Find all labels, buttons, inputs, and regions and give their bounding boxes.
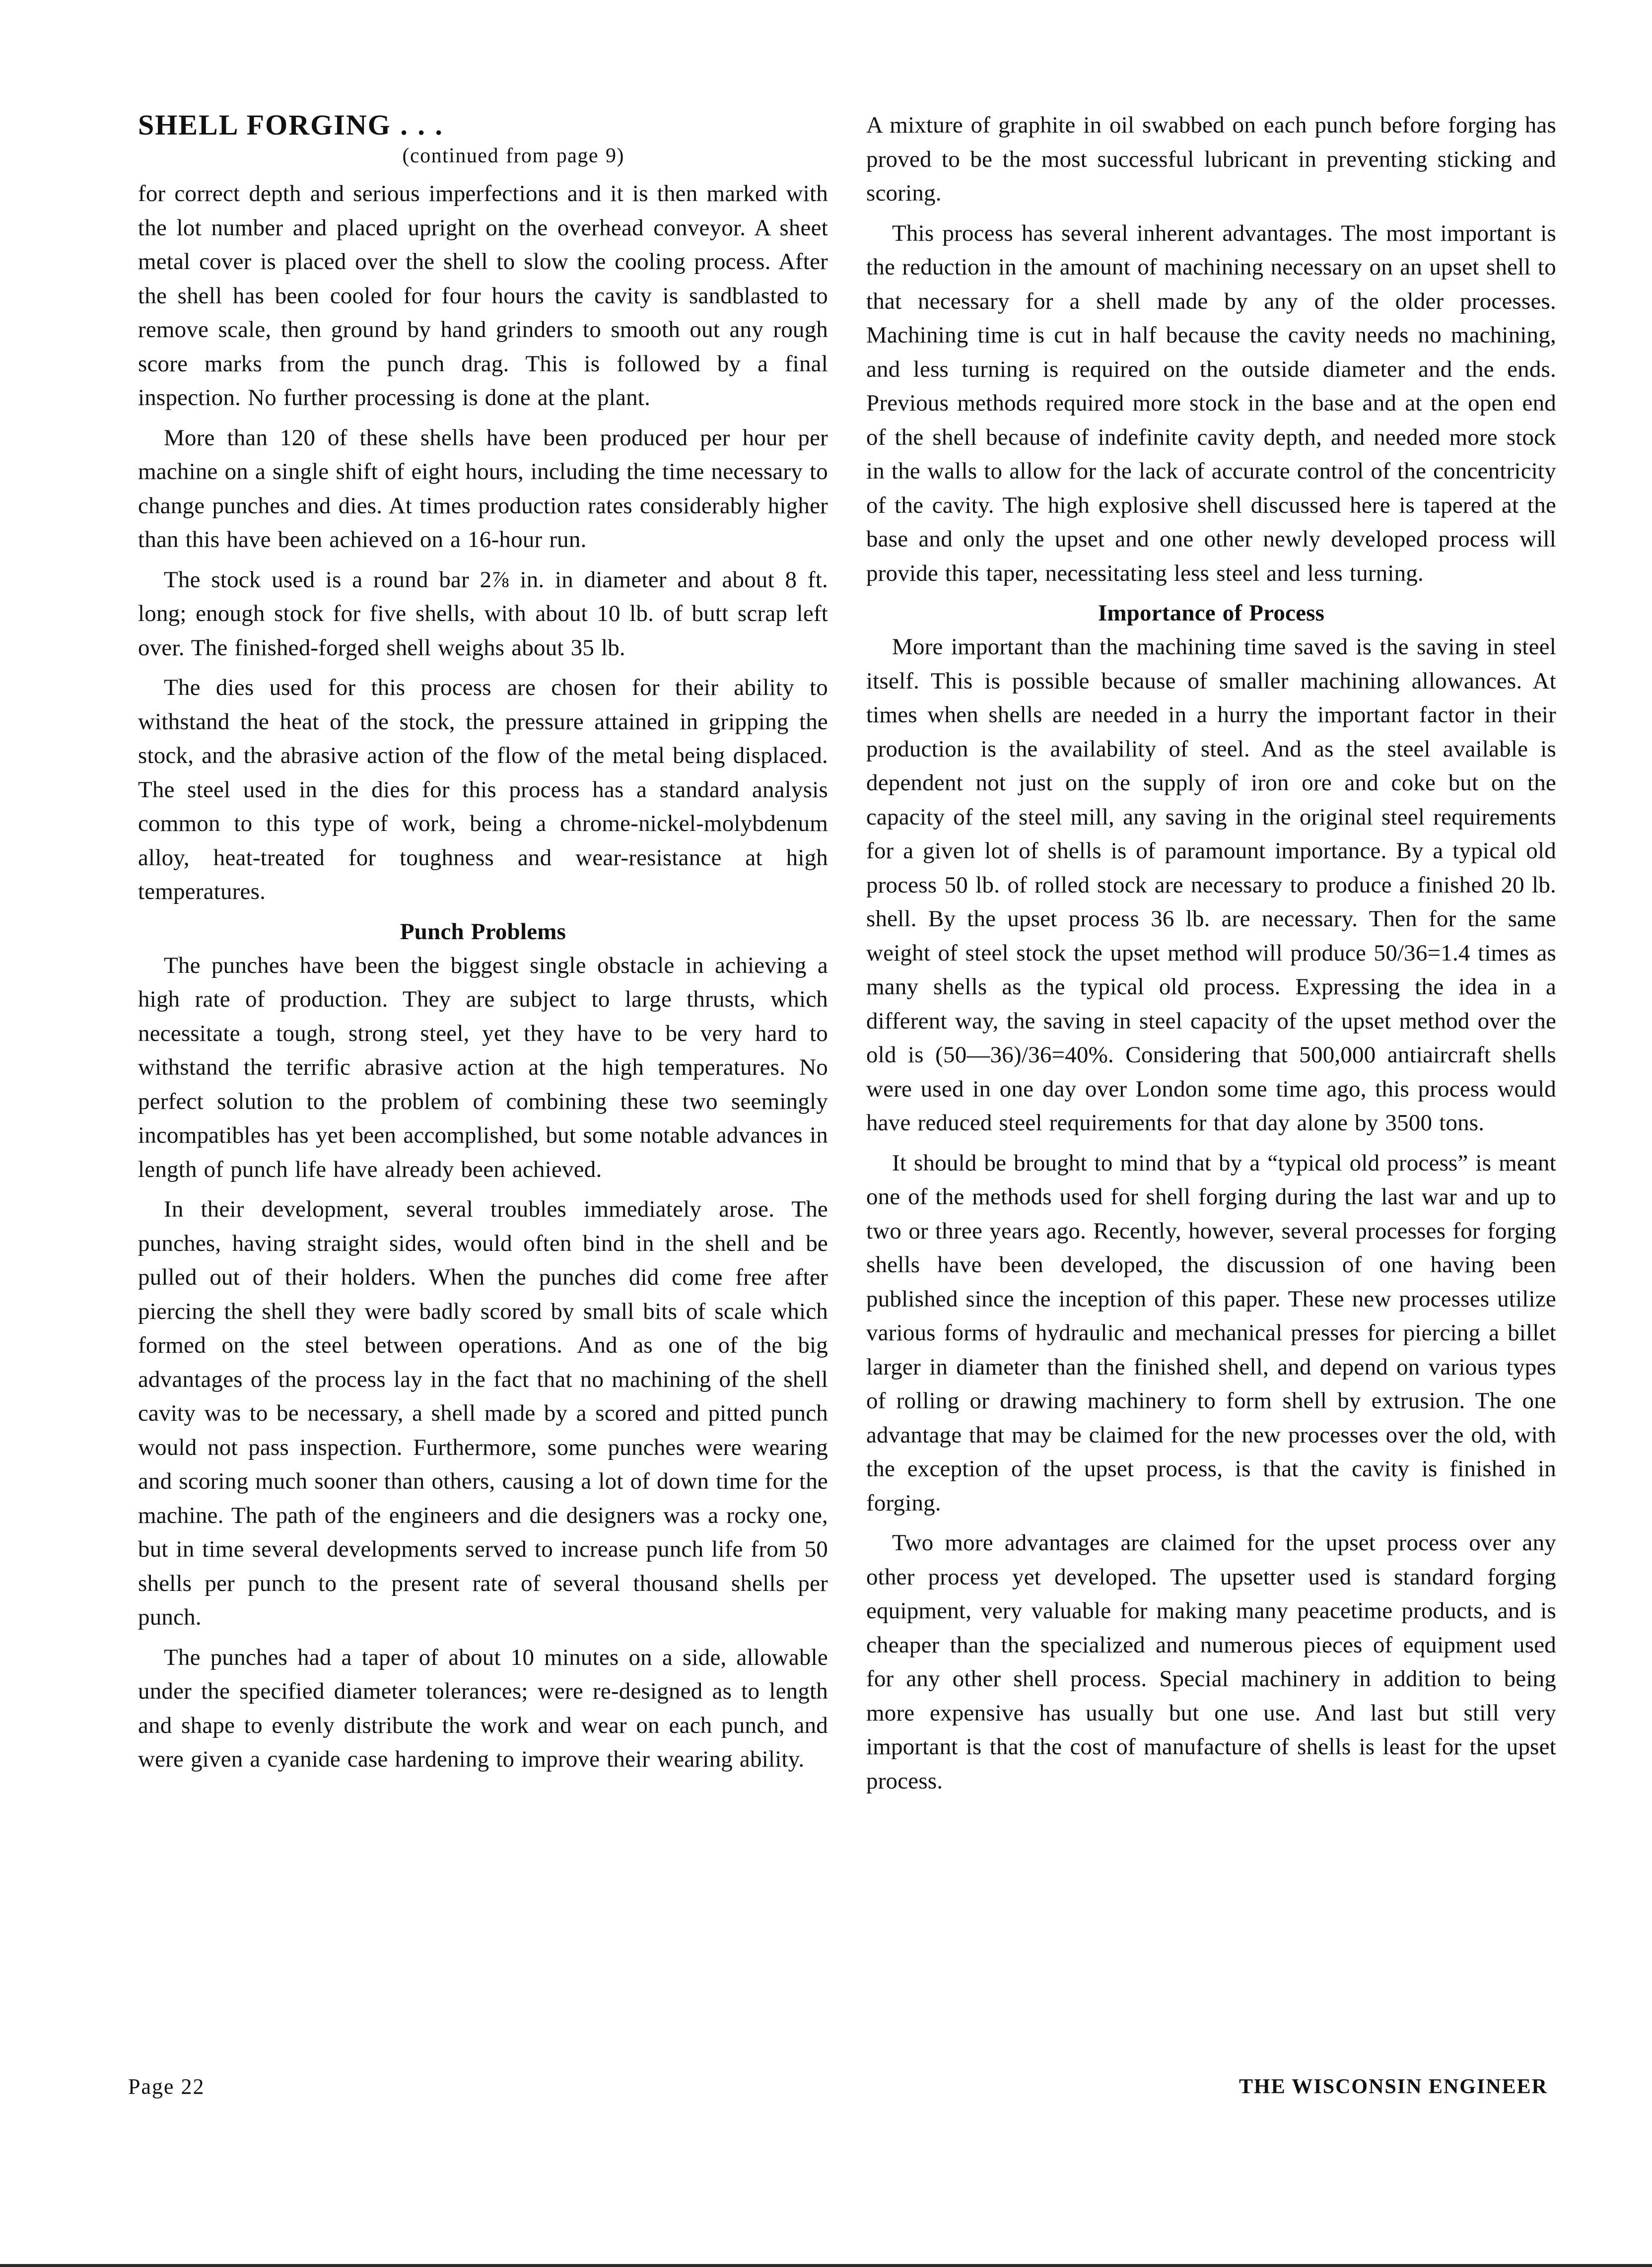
paragraph: More important than the machining time saved is the saving in steel itself. This is possible because of smaller machining allowances. At times when shells are needed in a hurry the important factor in their production is the availability of steel. And as the steel available is dependent not just on the supply of iron ore and coke but on the capacity of the steel mill, any saving in the original steel requirements for a given lot of shells is of paramount importance. By a typical old process 50 lb. of rolled stock are necessary to produce a finished 20 lb. shell. By the upset process 36 lb. are necessary. Then for the same weight of steel stock the upset method will produce 50/36=1.4 times as many shells as the typical old process. Expressing the idea in a different way, the saving in steel capacity of the upset method over the old is (50—36)/36=40%. Considering that 500,000 antiaircraft shells were used in one day over London some time ago, this process would have reduced steel requirements for that day alone by 3500 tons.	[866, 634, 1556, 1136]
paragraph: The dies used for this process are chosen for their ability to withstand the heat of the stock, the pressure attained in gripping the stock, and the abrasive action of the flow of the metal being displaced. The steel used in the dies for this process has a standard analysis common to this type of work, being a chrome-nickel-molybdenum alloy, heat-treated for toughness and wear-resistance at high temperatures.	[138, 675, 828, 904]
paragraph: It should be brought to mind that by a “typical old process” is meant one of the methods used for shell forging during the last war and up to two or three years ago. Recently, however, several processes for forging shells have been developed, the discussion of one having been published since the inception of this paper. These new processes utilize various forms of hydraulic and mechanical presses for piercing a billet larger in diameter than the finished shell, and depend on various types of rolling or drawing machinery to form shell by extrusion. The one advantage that may be claimed for the new processes over the old, with the exception of the upset process, is that the cavity is finished in forging.	[866, 1150, 1556, 1516]
paragraph: A mixture of graphite in oil swabbed on each punch before forging has proved to be the most successful lubricant in preventing sticking and scoring.	[866, 112, 1556, 206]
paragraph: The punches have been the biggest single obstacle in achieving a high rate of production. They are subject to large thrusts, which necessitate a tough, strong steel, yet they have to be very hard to withstand the terrific abrasive action at the high temperatures. No perfect solution to the problem of combining these two seemingly incompatibles has yet been accomplished, but some notable advances in length of punch life have already been achieved.	[138, 952, 828, 1182]
continued-note: (continued from page 9)	[402, 144, 624, 167]
paragraph: In their development, several troubles immediately arose. The punches, having straight sides, would often bind in the shell and be pulled out of their holders. When the punches did come free after piercing the shell they were badly scored by small bits of scale which formed on the steel between operations. And as one of the big advantages of the process lay in the fact that no machining of the shell cavity was to be necessary, a shell made by a scored and pitted punch would not pass inspection. Furthermore, some punches were wearing and scoring much sooner than others, causing a lot of down time for the machine. The path of the engineers and die designers was a rocky one, but in time several developments served to increase punch life from 50 shells per punch to the present rate of several thousand shells per punch.	[138, 1196, 828, 1630]
paragraph: This process has several inherent advantages. The most important is the reduction in the amount of machining necessary on an upset shell to that necessary for a shell made by any of the older processes. Machining time is cut in half because the cavity needs no machining, and less turning is required on the outside diameter and the ends. Previous methods required more stock in the base and at the open end of the shell because of indefinite cavity depth, and needed more stock in the walls to allow for the lack of accurate control of the concentricity of the cavity. The high explosive shell discussed here is tapered at the base and only the upset and one other newly developed process will provide this taper, necessitating less steel and less turning.	[866, 220, 1556, 586]
article-title: SHELL FORGING . . .	[138, 109, 443, 141]
section-heading: Punch Problems	[400, 918, 566, 945]
publication-name: THE WISCONSIN ENGINEER	[1239, 2075, 1548, 2098]
section-heading: Importance of Process	[1098, 600, 1325, 626]
paragraph: The stock used is a round bar 2⅞ in. in diameter and about 8 ft. long; enough stock for five shells, with about 10 lb. of butt scrap left over. The finished-forged shell weighs about 35 lb.	[138, 566, 828, 661]
left-column	[138, 97, 828, 1777]
paragraph: More than 120 of these shells have been produced per hour per machine on a single shift of eight hours, including the time necessary to change punches and dies. At times production rates considerably higher than this have been achieved on a 16-hour run.	[138, 424, 828, 552]
paragraph: for correct depth and serious imperfections and it is then marked with the lot number and placed upright on the overhead conveyor. A sheet metal cover is placed over the shell to slow the cooling process. After the shell has been cooled for four hours the cavity is sandblasted to remove scale, then ground by hand grinders to smooth out any rough score marks from the punch drag. This is followed by a final inspection. No further processing is done at the plant.	[138, 181, 828, 411]
page-number: Page 22	[128, 2074, 205, 2099]
right-column	[866, 108, 1556, 1798]
bottom-rule	[0, 2264, 1652, 2267]
paragraph: The punches had a taper of about 10 minutes on a side, allowable under the specified diameter tolerances; were re-designed as to length and shape to evenly distribute the work and wear on each punch, and were given a cyanide case hardening to improve their wearing ability.	[138, 1644, 828, 1772]
paragraph: Two more advantages are claimed for the upset process over any other process yet developed. The upsetter used is standard forging equipment, very valuable for making many peacetime products, and is cheaper than the specialized and numerous pieces of equipment used for any other shell process. Special machinery in addition to being more expensive has usually but one use. And last but still very important is that the cost of manufacture of shells is least for the upset process.	[866, 1530, 1556, 1794]
